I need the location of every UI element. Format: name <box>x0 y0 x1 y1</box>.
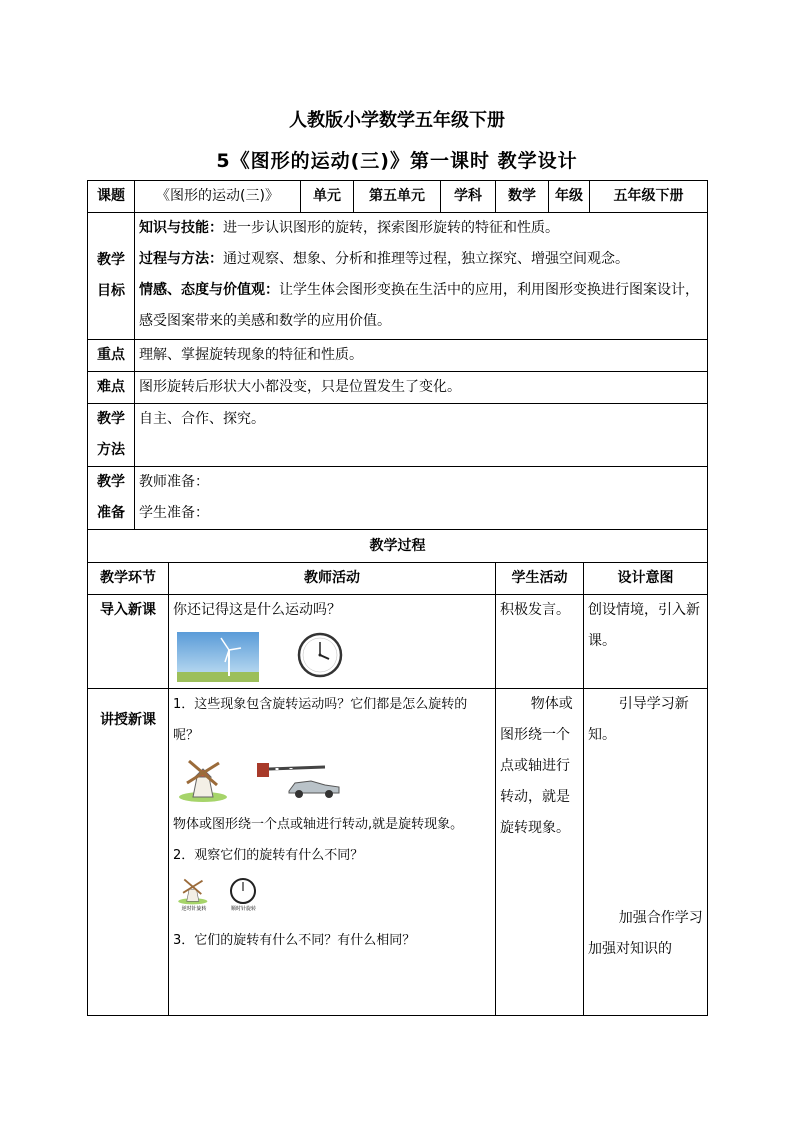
teach-student <box>496 689 584 1016</box>
key-text: 理解、掌握旋转现象的特征和性质。 <box>135 340 708 372</box>
difficulty-label: 难点 <box>88 372 135 404</box>
windmill-caption: 逆时针旋转 <box>181 906 207 912</box>
clock-image <box>297 632 343 678</box>
clock-small-figure <box>229 877 257 913</box>
teach-intent-1: 引导学习新知。 <box>588 696 689 743</box>
teach-intent <box>584 689 708 1016</box>
wind-turbine-image <box>177 632 259 682</box>
unit-value: 第五单元 <box>354 181 441 213</box>
rotation-definition: 物体或图形绕一个点或轴进行转动,就是旋转现象。 <box>173 817 464 832</box>
teach-intent-2: 加强合作学习加强对知识的 <box>588 910 703 957</box>
prep-content <box>135 467 708 530</box>
teach-teacher <box>169 689 496 1016</box>
goals-label-line1: 教学 <box>97 252 125 268</box>
header-teacher-activity: 教师活动 <box>169 563 496 595</box>
knowledge-text: 进一步认识图形的旋转，探索图形旋转的特征和性质。 <box>223 220 559 236</box>
student-prep: 学生准备： <box>139 505 209 521</box>
grade-value: 五年级下册 <box>590 181 708 213</box>
header-design-intent: 设计意图 <box>584 563 708 595</box>
process-text: 通过观察、想象、分析和推理等过程，独立探究、增强空间观念。 <box>223 251 629 267</box>
method-label-line2: 方法 <box>97 442 125 458</box>
method-label <box>88 404 135 467</box>
teacher-prep: 教师准备： <box>139 474 209 490</box>
goals-label-line2: 目标 <box>97 283 125 299</box>
difficulty-text: 图形旋转后形状大小都没变，只是位置发生了变化。 <box>135 372 708 404</box>
process-heading: 过程与方法： <box>139 251 223 267</box>
subject-value: 数学 <box>496 181 549 213</box>
intro-teacher <box>169 595 496 689</box>
intro-question: 你还记得这是什么运动吗？ <box>173 602 341 618</box>
header-student-activity: 学生活动 <box>496 563 584 595</box>
topic-value: 《图形的运动(三)》 <box>135 181 301 213</box>
method-text: 自主、合作、探究。 <box>135 404 708 467</box>
teach-student-text: 物体或图形绕一个点或轴进行转动，就是旋转现象。 <box>500 696 573 836</box>
intro-stage: 导入新课 <box>88 595 169 689</box>
clock-caption: 顺时针旋转 <box>230 906 256 912</box>
document-subtitle: 5《图形的运动(三)》第一课时 教学设计 <box>216 150 578 172</box>
intro-student: 积极发言。 <box>496 595 584 689</box>
prep-label-line2: 准备 <box>97 505 125 521</box>
lesson-plan-table <box>87 180 708 1016</box>
goals-label <box>88 213 135 340</box>
prep-label-line1: 教学 <box>97 474 125 490</box>
teach-stage: 讲授新课 <box>88 689 169 1016</box>
windmill-small-figure <box>177 877 211 913</box>
barrier-car-image <box>255 757 347 803</box>
topic-label: 课题 <box>88 181 135 213</box>
method-label-line1: 教学 <box>97 411 125 427</box>
unit-label: 单元 <box>301 181 354 213</box>
windmill-image <box>177 757 233 803</box>
knowledge-heading: 知识与技能： <box>139 220 223 236</box>
goals-content <box>135 213 708 340</box>
process-title: 教学过程 <box>88 530 708 563</box>
document-title: 人教版小学数学五年级下册 <box>289 110 505 131</box>
prep-label <box>88 467 135 530</box>
subject-label: 学科 <box>441 181 496 213</box>
emotion-heading: 情感、态度与价值观： <box>139 282 279 298</box>
header-stage: 教学环节 <box>88 563 169 595</box>
teach-question-1: 1．这些现象包含旋转运动吗？它们都是怎么旋转的呢？ <box>173 697 468 743</box>
emotion-text: 让学生体会图形变换在生活中的应用，利用图形变换进行图案设计，感受图案带来的美感和数学的应用价值。 <box>139 282 699 329</box>
teach-question-2: 2．观察它们的旋转有什么不同？ <box>173 848 364 863</box>
grade-label: 年级 <box>549 181 590 213</box>
teach-question-3: 3．它们的旋转有什么不同？有什么相同？ <box>173 933 416 948</box>
intro-intent: 创设情境，引入新课。 <box>584 595 708 689</box>
key-label: 重点 <box>88 340 135 372</box>
